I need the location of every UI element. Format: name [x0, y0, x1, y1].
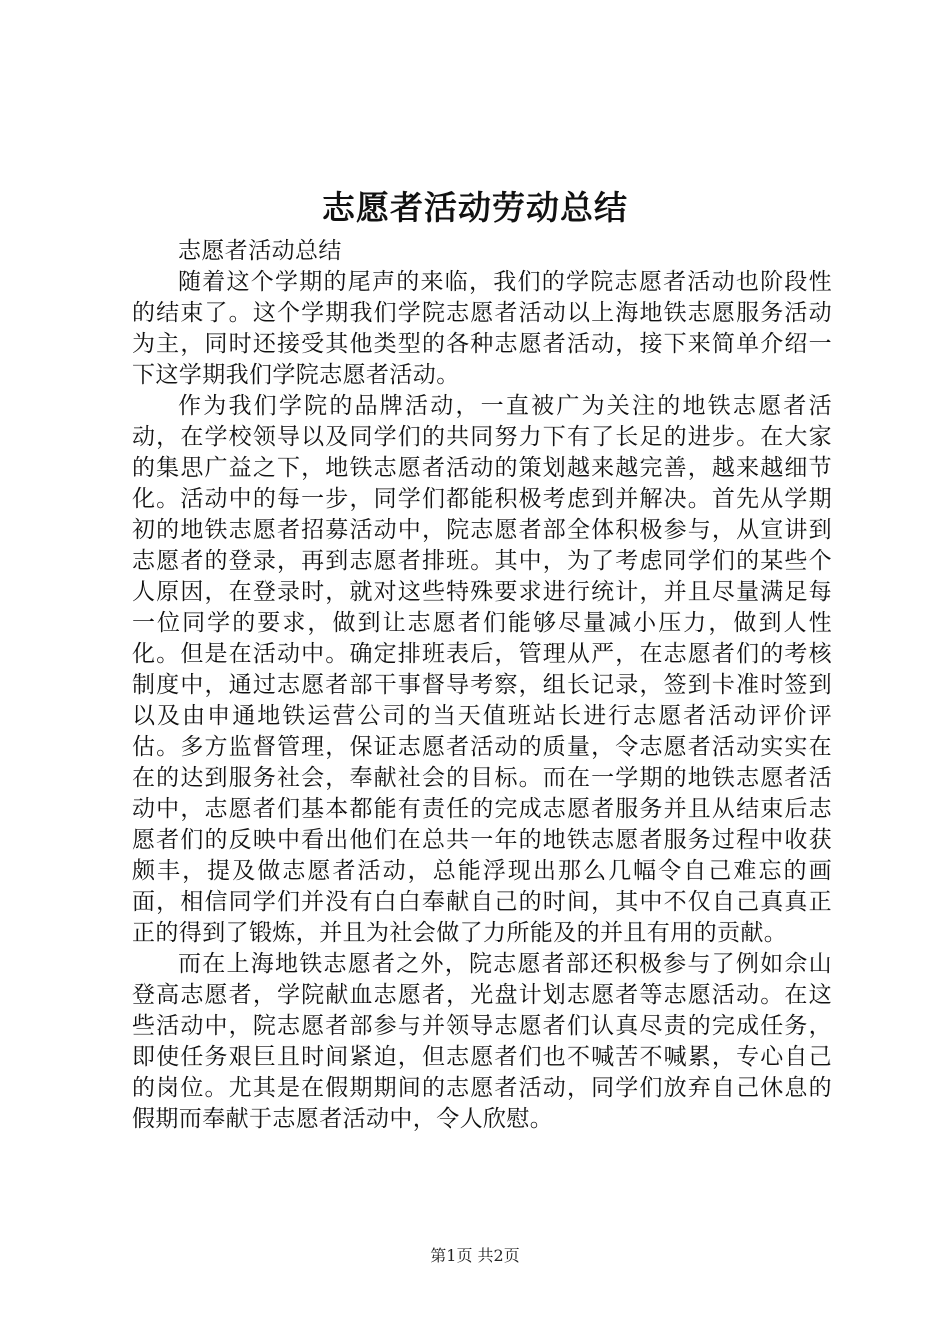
paragraph-intro: 随着这个学期的尾声的来临，我们的学院志愿者活动也阶段性的结束了。这个学期我们学院志愿者活动以上海地铁志愿服务活动为主，同时还接受其他类型的各种志愿者活动，接下来简单介绍一下这学期我们学院志愿者活动。 — [132, 269, 832, 388]
paragraph-other-activities: 而在上海地铁志愿者之外，院志愿者部还积极参与了例如佘山登高志愿者，学院献血志愿者，光盘计划志愿者等志愿活动。在这些活动中，院志愿者部参与并领导志愿者们认真尽责的完成任务，即使任务艰巨且时间紧迫，但志愿者们也不喊苦不喊累，专心自己的岗位。尤其是在假期期间的志愿者活动，同学们放弃自己休息的假期而奉献于志愿者活动中，令人欣慰。 — [132, 951, 832, 1132]
paragraph-subtitle: 志愿者活动总结 — [178, 238, 342, 264]
page-footer: 第1页 共2页 — [430, 1246, 520, 1265]
paragraph-metro-volunteer: 作为我们学院的品牌活动，一直被广为关注的地铁志愿者活动，在学校领导以及同学们的共同努力下有了长足的进步。在大家的集思广益之下，地铁志愿者活动的策划越来越完善，越来越细节化。活动中的每一步，同学们都能积极考虑到并解决。首先从学期初的地铁志愿者招募活动中，院志愿者部全体积极参与，从宣讲到志愿者的登录，再到志愿者排班。其中，为了考虑同学们的某些个人原因，在登录时，就对这些特殊要求进行统计，并且尽量满足每一位同学的要求，做到让志愿者们能够尽量减小压力，做到人性化。但是在活动中。确定排班表后，管理从严，在志愿者们的考核制度中，通过志愿者部干事督导考察，组长记录，签到卡准时签到以及由申通地铁运营公司的当天值班站长进行志愿者活动评价评估。多方监督管理，保证志愿者活动的质量，令志愿者活动实实在在的达到服务社会，奉献社会的目标。而在一学期的地铁志愿者活动中，志愿者们基本都能有责任的完成志愿者服务并且从结束后志愿者们的反映中看出他们在总共一年的地铁志愿者服务过程中收获颇丰，提及做志愿者活动，总能浮现出那么几幅令自己难忘的画面，相信同学们并没有白白奉献自己的时间，其中不仅自己真真正正的得到了锻炼，并且为社会做了力所能及的并且有用的贡献。 — [132, 393, 832, 946]
document-body — [132, 236, 832, 1135]
document-title: 志愿者活动劳动总结 — [322, 188, 628, 227]
